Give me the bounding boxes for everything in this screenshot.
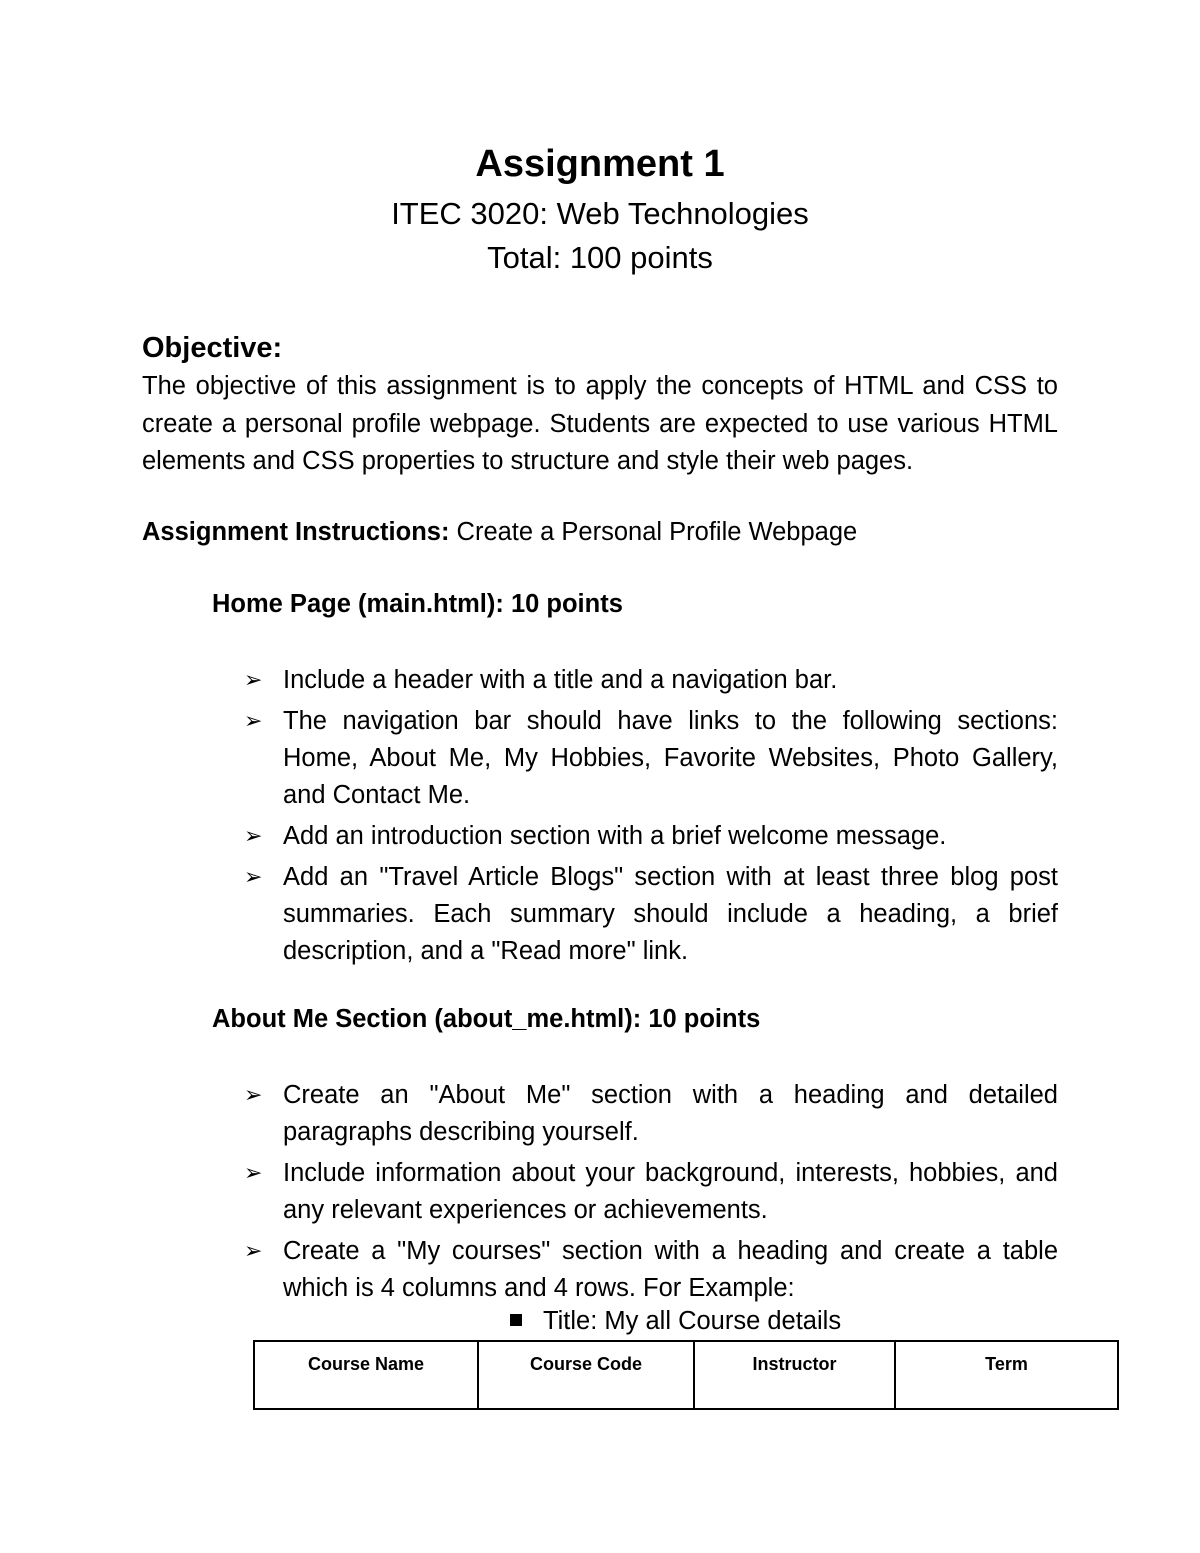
objective-text: The objective of this assignment is to apply the concepts of HTML and CSS to create a personal profile webpage. Students are expected to use various HTML elements and CSS properties to structure and style their web pages.: [142, 372, 1058, 475]
arrow-bullet-icon: ➢: [244, 1239, 263, 1264]
objective-heading: Objective:: [142, 332, 283, 364]
table-header-cell: Course Code: [478, 1341, 694, 1409]
instructions-text: Create a Personal Profile Webpage: [449, 518, 858, 546]
course-name: ITEC 3020: Web Technologies: [391, 196, 809, 231]
table-header-cell: Term: [895, 1341, 1118, 1409]
arrow-bullet-icon: ➢: [244, 709, 263, 734]
arrow-bullet-icon: ➢: [244, 1083, 263, 1108]
instructions-line: [142, 514, 857, 550]
bullet-text: Create a "My courses" section with a heading and create a table which is 4 columns and 4 rows. For Example:: [283, 1237, 1058, 1302]
list-item: [244, 818, 1058, 855]
list-item: [244, 1155, 1058, 1229]
bullet-text: Add an introduction section with a brief welcome message.: [283, 822, 947, 850]
bullet-text: Include a header with a title and a navigation bar.: [283, 666, 838, 694]
table-title-text: Title: My all Course details: [543, 1307, 842, 1335]
instructions-label: Assignment Instructions:: [142, 518, 450, 546]
square-bullet-icon: [510, 1314, 522, 1326]
arrow-bullet-icon: ➢: [244, 668, 263, 693]
arrow-bullet-icon: ➢: [244, 865, 263, 890]
table-header-cell: Course Name: [254, 1341, 478, 1409]
home-section-heading: Home Page (main.html): 10 points: [212, 590, 623, 618]
bullet-text: Create an "About Me" section with a heading and detailed paragraphs describing yourself.: [283, 1081, 1058, 1146]
bullet-text: The navigation bar should have links to the following sections: Home, About Me, My Hobbies, Favorite Websites, Photo Gallery, and Contact Me.: [283, 707, 1058, 809]
assignment-title: Assignment 1: [475, 143, 725, 185]
list-item: [244, 859, 1058, 970]
list-item: [244, 1077, 1058, 1151]
list-item: [244, 703, 1058, 814]
list-item: [244, 662, 1058, 699]
list-item: [244, 1233, 1058, 1307]
table-header-cell: Instructor: [694, 1341, 895, 1409]
total-points: Total: 100 points: [487, 240, 713, 275]
about-bullet-list: [244, 1077, 1058, 1311]
arrow-bullet-icon: ➢: [244, 824, 263, 849]
about-section-heading: About Me Section (about_me.html): 10 points: [212, 1005, 761, 1033]
table-header-row: [254, 1341, 1118, 1409]
bullet-text: Add an "Travel Article Blogs" section with at least three blog post summaries. Each summary should include a heading, a brief description, and a "Read more" link.: [283, 863, 1058, 965]
home-bullet-list: [244, 662, 1058, 974]
bullet-text: Include information about your background, interests, hobbies, and any relevant experiences or achievements.: [283, 1159, 1058, 1224]
table-title-sub-bullet: [510, 1303, 841, 1339]
arrow-bullet-icon: ➢: [244, 1161, 263, 1186]
courses-table: [253, 1340, 1119, 1410]
